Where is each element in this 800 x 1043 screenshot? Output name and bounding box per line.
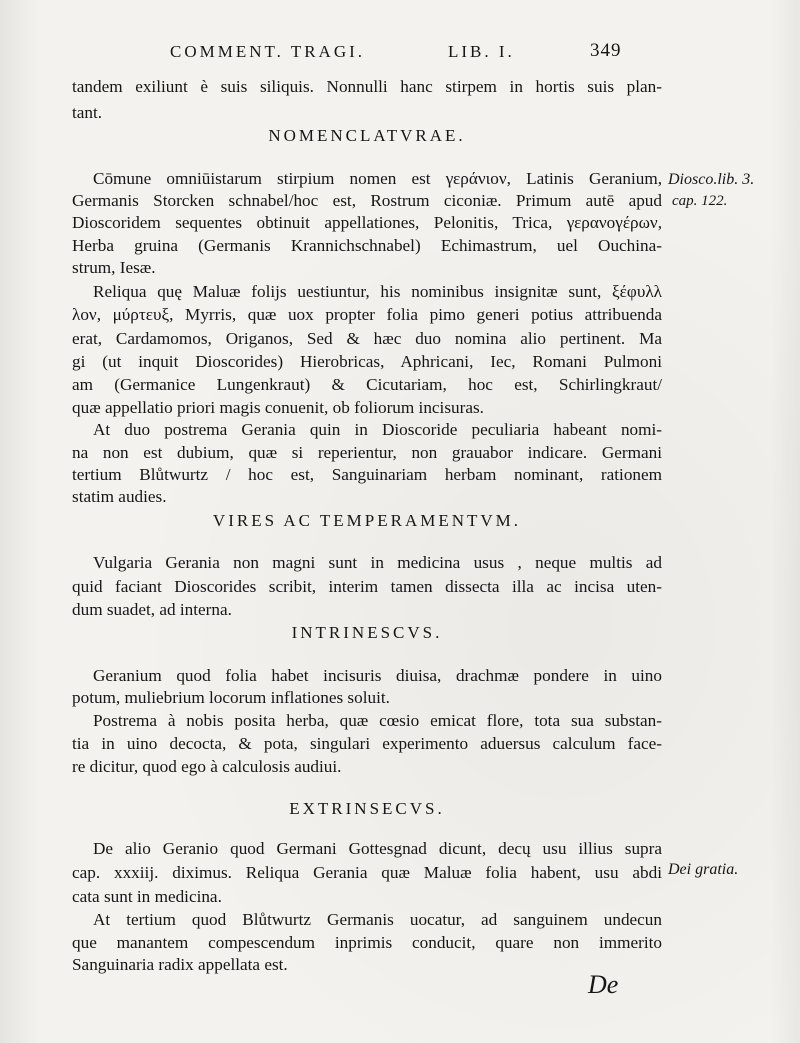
text-line: λον, μύρτευξ, Myrris, quæ uox propter folia pimo generi potius attribuenda (72, 305, 662, 324)
section-heading-vires: VIRES AC TEMPERAMENTVM. (212, 511, 522, 530)
section-heading-extrinsecus: EXTRINSECVS. (289, 799, 445, 818)
text-line: Sanguinaria radix appellata est. (72, 955, 288, 974)
text-line: Reliqua quę Maluæ folijs uestiuntur, his nominibus insignitæ sunt, ξέφυλλ (93, 282, 662, 301)
text-line: De alio Geranio quod Germani Gottesgnad dicunt, decų usu illius supra (93, 839, 662, 858)
page-number: 349 (590, 40, 622, 61)
text-line: cata sunt in medicina. (72, 887, 222, 906)
margin-note-dioscorides: Diosco.lib. 3. (668, 171, 755, 188)
text-line: At duo postrema Gerania quin in Dioscoride peculiaria habeant nomi- (93, 420, 662, 439)
text-line: Vulgaria Gerania non magni sunt in medicina usus , neque multis ad (93, 553, 662, 572)
margin-note-dioscorides-chapter: cap. 122. (672, 193, 728, 209)
text-line: tia in uino decocta, & pota, singulari experimento aduersus calculum face- (72, 734, 662, 753)
text-line: statim audies. (72, 487, 167, 506)
text-line: quid faciant Dioscorides scribit, interim tamen dissecta illa ac incisa uten- (72, 577, 662, 596)
text-line: Geranium quod folia habet incisuris diuisa, drachmæ pondere in uino (93, 666, 662, 685)
text-line: gi (ut inquit Dioscorides) Hierobricas, Aphricani, Iec, Romani Pulmoni (72, 352, 662, 371)
text-line: am (Germanice Lungenkraut) & Cicutariam, hoc est, Schirlingkraut/ (72, 375, 662, 394)
text-line: Postrema à nobis posita herba, quæ cœsio emicat flore, tota sua substan- (93, 711, 662, 730)
text-line: tant. (72, 103, 103, 122)
text-line: Herba gruina (Germanis Krannichschnabel) Echimastrum, uel Ouchina- (72, 236, 662, 255)
catchword: De (588, 970, 619, 999)
text-line: cap. xxxiij. diximus. Reliqua Gerania quæ Maluæ folia habent, usu abdi (72, 863, 662, 882)
text-line: quæ appellatio priori magis conuenit, ob foliorum incisuras. (72, 398, 484, 417)
running-head-book: LIB. I. (448, 42, 515, 61)
text-line: dum suadet, ad interna. (72, 600, 232, 619)
text-line: tandem exiliunt è suis siliquis. Nonnulli hanc stirpem in hortis suis plan- (72, 77, 662, 96)
text-line: At tertium quod Blůtwurtz Germanis uocatur, ad sanguinem undecun (93, 910, 662, 929)
text-line: Germanis Storcken schnabel/hoc est, Rostrum ciconiæ. Primum autē apud (72, 191, 662, 210)
running-head-title: COMMENT. TRAGI. (170, 42, 366, 61)
text-line: strum, Iesæ. (72, 258, 156, 277)
text-line: na non est dubium, quæ si reperientur, non grauabor indicare. Germani (72, 443, 662, 462)
text-line: tertium Blůtwurtz / hoc est, Sanguinariam herbam nominant, rationem (72, 465, 662, 484)
margin-note-dei-gratia: Dei gratia. (668, 861, 739, 878)
text-line: Cōmune omniūistarum stirpium nomen est γεράνιον, Latinis Geranium, (93, 169, 662, 188)
section-heading-intrinsecus: INTRINESCVS. (291, 623, 443, 642)
text-line: Dioscoridem sequentes obtinuit appellationes, Pelonitis, Trica, γερανογέρων, (72, 213, 662, 232)
text-line: erat, Cardamomos, Origanos, Sed & hæc duo nomina alio pertinent. Ma (72, 329, 662, 348)
running-head (170, 40, 650, 66)
text-line: potum, muliebrium locorum inflationes soluit. (72, 688, 390, 707)
section-heading-nomenclaturae: NOMENCLATVRAE. (268, 126, 466, 145)
text-line: que manantem compescendum inprimis conducit, quare non immerito (72, 933, 662, 952)
text-line: re dicitur, quod ego à calculosis audiui. (72, 757, 342, 776)
